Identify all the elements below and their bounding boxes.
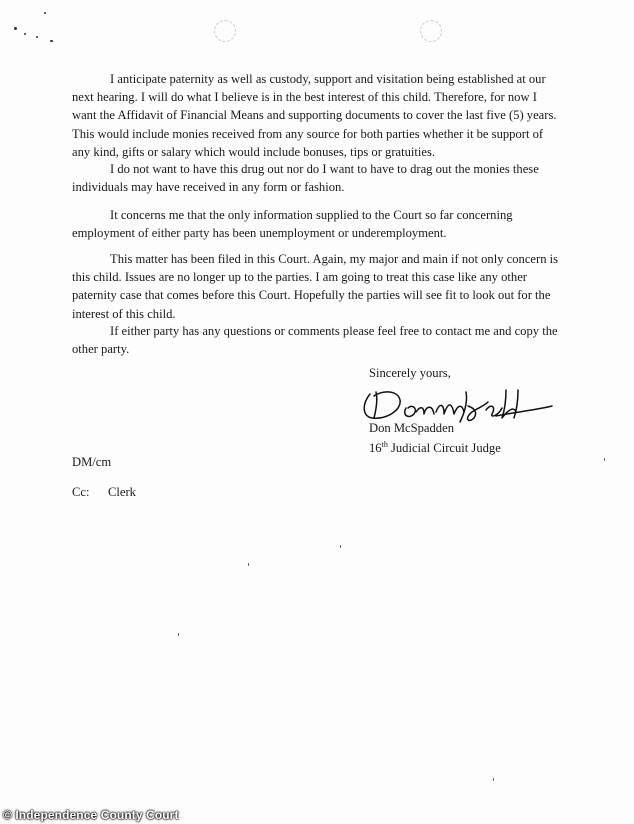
cc-recipient: Clerk [108,485,136,499]
body-paragraph: I anticipate paternity as well as custody, support and visitation being established at our next hearing. I will do what I believe is in the best interest of this child. Therefore, for now I want the Affidavit of Financial Means and supporting documents to cover the last five (5) years. This would include monies received from any source for both parties whether it be support of any kind, gifts or salary which would include bonuses, tips or gratuities. [72,72,557,159]
closing-line: Sincerely yours, [369,366,451,380]
scan-speck [14,27,17,30]
scan-speck [44,12,46,14]
scan-speck [248,563,249,566]
body-paragraph: I do not want to have this drug out nor do I want to have to drag out the monies these individuals may have received in any form or fashion. [72,162,539,195]
scan-speck [50,40,53,42]
scan-speck [178,633,179,636]
body-paragraph: This matter has been filed in this Court. Again, my major and main if not only concern is this child. Issues are no longer up to the parties. I am going to treat this case like any other paternity case that comes before this Court. Hopefully the parties will see fit to look out for the interest of this child. [72,252,559,321]
cc-label: Cc: [72,485,90,499]
title-ordinal: 16 [369,441,382,455]
scan-speck [493,778,494,781]
body-paragraph: If either party has any questions or comments please feel free to contact me and copy the other party. [72,324,558,357]
title-ordinal-suffix: th [381,440,388,449]
reference-initials: DM/cm [72,455,112,469]
body-paragraph: It concerns me that the only information supplied to the Court so far concerning employment of either party has been unemployment or underemployment. [72,208,513,241]
scan-speck [36,36,38,38]
title-rest: Judicial Circuit Judge [387,441,501,455]
scan-speck [24,33,26,35]
scan-speck [604,458,605,461]
scan-speck [340,545,341,548]
punch-hole-left [214,20,236,42]
signatory-title [369,436,501,457]
image-credit: © Independence County Court [3,808,179,822]
signatory-name: Don McSpadden [369,421,454,435]
punch-hole-right [420,20,442,42]
